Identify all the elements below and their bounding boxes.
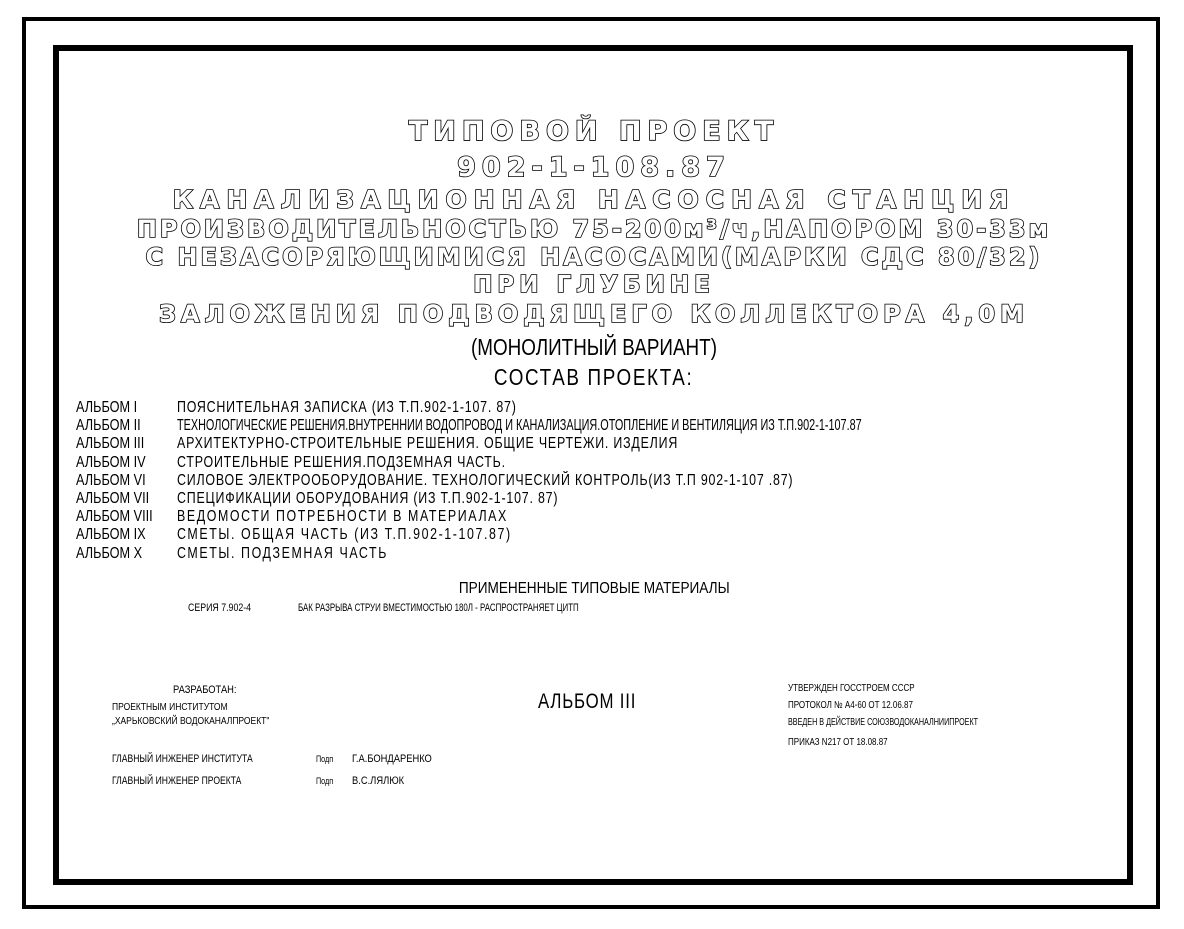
- sig-project-title: ГЛАВНЫЙ ИНЖЕНЕР ПРОЕКТА: [112, 775, 242, 787]
- approval-line-2: ПРОТОКОЛ № А4-60 ОТ 12.06.87: [788, 700, 913, 711]
- list-item: [76, 490, 1136, 508]
- sig-institute-podp: Подп: [316, 754, 334, 764]
- album-label: АЛЬБОМ VIII: [76, 508, 153, 526]
- album-label: АЛЬБОМ VI: [76, 471, 146, 489]
- sig-institute-title: ГЛАВНЫЙ ИНЖЕНЕР ИНСТИТУТА: [112, 753, 253, 765]
- composition-heading: [60, 364, 1128, 391]
- list-item: [76, 435, 1136, 453]
- album-desc: СИЛОВОЕ ЭЛЕКТРООБОРУДОВАНИЕ. ТЕХНОЛОГИЧЕСКИЙ КОНТРОЛЬ(ИЗ Т.П 902-1-107 .87): [177, 471, 794, 489]
- sig-project-name: В.С.ЛЯЛЮК: [352, 775, 405, 787]
- album-desc: АРХИТЕКТУРНО-СТРОИТЕЛЬНЫЕ РЕШЕНИЯ. ОБЩИЕ ЧЕРТЕЖИ. ИЗДЕЛИЯ: [177, 435, 679, 453]
- album-label: АЛЬБОМ I: [76, 399, 138, 416]
- materials-heading-text: ПРИМЕНЕННЫЕ ТИПОВЫЕ МАТЕРИАЛЫ: [458, 580, 730, 597]
- album-desc: СПЕЦИФИКАЦИИ ОБОРУДОВАНИЯ (ИЗ Т.П.902-1-107. 87): [177, 489, 559, 507]
- title-line-5: С НЕЗАСОРЯЮЩИМИСЯ НАСОСАМИ(МАРКИ СДС 80/32): [145, 243, 1043, 271]
- list-item: [76, 417, 1136, 435]
- album-label: АЛЬБОМ VII: [76, 489, 150, 507]
- title-line-4: ПРОИЗВОДИТЕЛЬНОСТЬЮ 75-200м³/ч,НАПОРОМ 30-33м: [136, 215, 1052, 243]
- album-desc: СТРОИТЕЛЬНЫЕ РЕШЕНИЯ.ПОДЗЕМНАЯ ЧАСТЬ.: [177, 453, 506, 471]
- album-label: АЛЬБОМ X: [76, 544, 143, 562]
- album-label: АЛЬБОМ IX: [76, 526, 146, 544]
- approval-line-4: ПРИКАЗ N217 ОТ 18.08.87: [788, 737, 888, 748]
- album-desc: ПОЯСНИТЕЛЬНАЯ ЗАПИСКА (ИЗ Т.П.902-1-107. 87): [177, 399, 517, 416]
- album-desc: ВЕДОМОСТИ ПОТРЕБНОСТИ В МАТЕРИАЛАХ: [177, 508, 508, 526]
- album-number-label: АЛЬБОМ III: [538, 690, 637, 713]
- list-item: [76, 399, 1136, 417]
- title-project-number: 902-1-108.87: [457, 152, 731, 183]
- title-line-7: ЗАЛОЖЕНИЯ ПОДВОДЯЩЕГО КОЛЛЕКТОРА 4,0М: [158, 300, 1029, 328]
- approval-line-3: ВВЕДЕН В ДЕЙСТВИЕ СОЮЗВОДОКАНАЛНИИПРОЕКТ: [788, 717, 979, 728]
- album-label: АЛЬБОМ III: [76, 435, 145, 453]
- developer-heading: РАЗРАБОТАН:: [173, 684, 237, 696]
- developer-line-2: „ХАРЬКОВСКИЙ ВОДОКАНАЛПРОЕКТ": [112, 716, 270, 727]
- materials-series: СЕРИЯ 7.902-4: [188, 602, 252, 614]
- approval-line-1: УТВЕРЖДЕН ГОССТРОЕМ СССР: [788, 683, 915, 694]
- album-label: АЛЬБОМ II: [76, 417, 141, 435]
- title-line-1: ТИПОВОЙ ПРОЕКТ: [408, 116, 780, 147]
- list-item: [76, 545, 1136, 563]
- developer-line-1: ПРОЕКТНЫМ ИНСТИТУТОМ: [112, 702, 228, 713]
- variant-text: (МОНОЛИТНЫЙ ВАРИАНТ): [471, 334, 717, 360]
- album-desc: ТЕХНОЛОГИЧЕСКИЕ РЕШЕНИЯ.ВНУТРЕННИИ ВОДОПРОВОД И КАНАЛИЗАЦИЯ.ОТОПЛЕНИЕ И ВЕНТИЛЯЦИЯ ИЗ Т.П.902-1-107.87: [177, 417, 862, 435]
- album-label: АЛЬБОМ IV: [76, 453, 146, 471]
- album-list: [76, 399, 1136, 563]
- sig-institute-name: Г.А.БОНДАРЕНКО: [352, 753, 432, 765]
- composition-text: СОСТАВ ПРОЕКТА:: [494, 364, 694, 390]
- title-line-3: КАНАЛИЗАЦИОННАЯ НАСОСНАЯ СТАНЦИЯ: [172, 185, 1016, 214]
- materials-heading: [60, 580, 1128, 598]
- album-desc: СМЕТЫ. ПОДЗЕМНАЯ ЧАСТЬ: [177, 544, 388, 562]
- materials-desc: БАК РАЗРЫВА СТРУИ ВМЕСТИМОСТЬЮ 180Л - РАСПРОСТРАНЯЕТ ЦИТП: [298, 602, 579, 614]
- album-desc: СМЕТЫ. ОБЩАЯ ЧАСТЬ (ИЗ Т.П.902-1-107.87): [177, 526, 512, 544]
- list-item: [76, 472, 1136, 490]
- title-line-6: ПРИ ГЛУБИНЕ: [473, 272, 715, 298]
- list-item: [76, 526, 1136, 544]
- variant-title: [60, 334, 1128, 361]
- sig-project-podp: Подп: [316, 776, 334, 786]
- list-item: [76, 508, 1136, 526]
- list-item: [76, 454, 1136, 472]
